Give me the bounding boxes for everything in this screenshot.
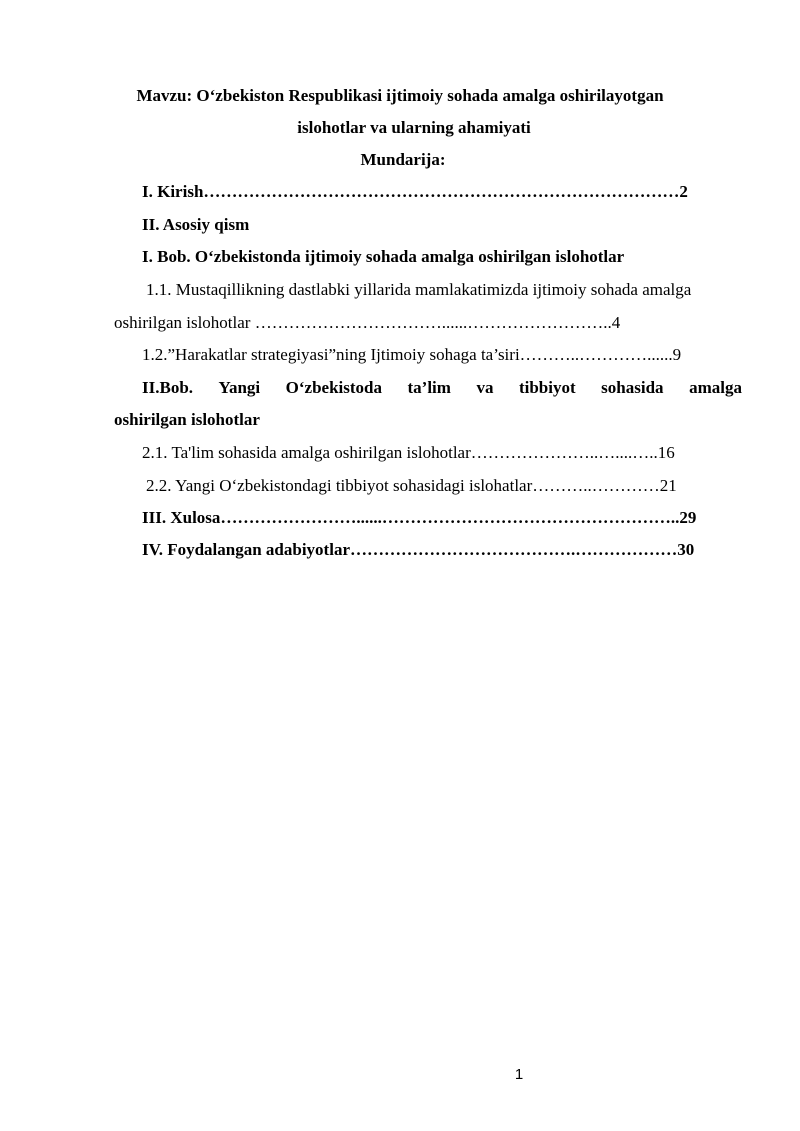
toc-entry-bob-1: I. Bob. O‘zbekistonda ijtimoiy sohada amalga oshirilgan islohotlar [142,247,625,266]
toc-entry-2-2: 2.2. Yangi O‘zbekistondagi tibbiyot sohasidagi islohatlar………..…………21 [146,476,677,495]
toc-entry-bob-2-line-2: oshirilgan islohotlar [114,410,260,429]
toc-entry-kirish: I. Kirish…………………………………………………………………………2 [142,182,688,201]
bob2-word: II.Bob. [142,378,194,397]
document-title-line-1: Mavzu: O‘zbekiston Respublikasi ijtimoiy sohada amalga oshirilayotgan [136,86,664,105]
toc-entry-1-1-line-1: 1.1. Mustaqillikning dastlabki yillarida mamlakatimizda ijtimoiy sohada amalga [146,280,692,299]
bob2-word: ta’lim [407,378,451,397]
document-title-line-2: islohotlar va ularning ahamiyati [297,118,531,137]
toc-entry-asosiy-qism: II. Asosiy qism [142,215,250,234]
toc-entry-bob-2-line-1 [142,378,742,398]
contents-heading: Mundarija: [360,150,446,169]
bob2-word: Yangi [218,378,261,397]
bob2-word: va [476,378,494,397]
toc-entry-adabiyotlar: IV. Foydalangan adabiyotlar………………………………….………………30 [142,540,695,559]
bob2-word: amalga [689,378,742,397]
toc-entry-1-2: 1.2.”Harakatlar strategiyasi”ning Ijtimoiy sohaga ta’siri………..…………......9 [142,345,682,364]
bob2-word: tibbiyot [518,378,576,397]
toc-entry-1-1-line-2: oshirilgan islohotlar ……………………………......……………………..4 [114,313,621,332]
bob2-word: sohasida [601,378,664,397]
page-number: 1 [514,1066,524,1083]
toc-entry-xulosa: III. Xulosa……………………......……………………………………………..29 [142,508,697,527]
bob2-word: O‘zbekistoda [285,378,382,397]
toc-entry-2-1: 2.1. Ta'lim sohasida amalga oshirilgan islohotlar…………………..…....…..16 [142,443,675,462]
